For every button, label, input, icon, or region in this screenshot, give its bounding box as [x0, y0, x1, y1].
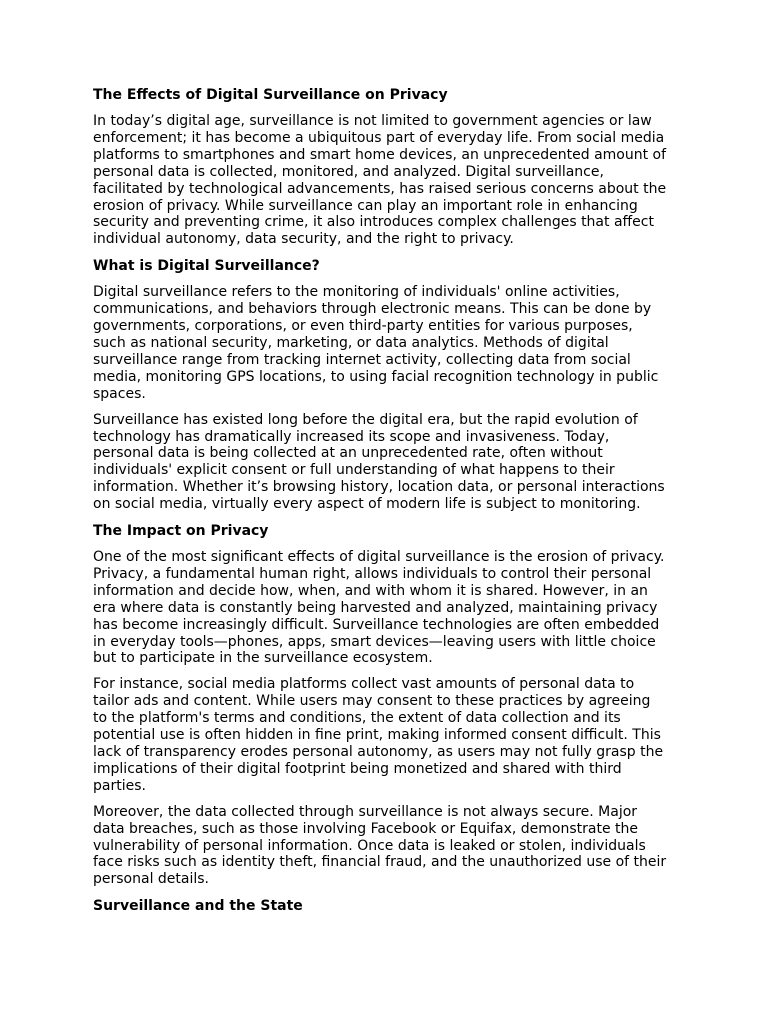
paragraph-line: spaces. — [93, 385, 146, 402]
intro-paragraph — [93, 113, 681, 248]
paragraph-line: lack of transparency erodes personal autonomy, as users may not fully grasp the — [93, 744, 664, 760]
paragraph-line: potential use is often hidden in fine print, making informed consent difficult. This — [93, 727, 661, 744]
paragraph-line: data breaches, such as those involving Facebook or Equifax, demonstrate the — [93, 820, 638, 837]
paragraph-line: governments, corporations, or even third-party entities for various purposes, — [93, 318, 633, 335]
paragraph-line: parties. — [93, 777, 146, 794]
section-heading-what-is — [93, 257, 681, 275]
paragraph-line: media, monitoring GPS locations, to using facial recognition technology in public — [93, 368, 659, 385]
paragraph-line: Moreover, the data collected through surveillance is not always secure. Major — [93, 803, 638, 820]
heading-text: The Impact on Privacy — [93, 523, 269, 540]
paragraph-line: individual autonomy, data security, and the right to privacy. — [93, 231, 514, 248]
paragraph-line: information. Whether it’s browsing history, location data, or personal interactions — [93, 479, 665, 496]
social-media-paragraph — [93, 676, 681, 794]
paragraph-line: platforms to smartphones and smart home devices, an unprecedented amount of — [93, 146, 667, 163]
data-security-paragraph — [93, 804, 681, 889]
paragraph-line: individuals' explicit consent or full understanding of what happens to their — [93, 462, 615, 479]
paragraph-line: era where data is constantly being harvested and analyzed, maintaining privacy — [93, 599, 658, 616]
paragraph-line: but to participate in the surveillance ecosystem. — [93, 650, 433, 667]
paragraph-line: vulnerability of personal information. Once data is leaked or stolen, individuals — [93, 837, 646, 854]
paragraph-line: Privacy, a fundamental human right, allows individuals to control their personal — [93, 565, 652, 582]
paragraph-line: implications of their digital footprint being monetized and shared with third — [93, 760, 622, 777]
paragraph-line: such as national security, marketing, or data analytics. Methods of digital — [93, 334, 609, 351]
section-heading-impact — [93, 522, 681, 540]
paragraph-line: tailor ads and content. While users may consent to these practices by agreeing — [93, 693, 651, 710]
paragraph-line: to the platform's terms and conditions, the extent of data collection and its — [93, 710, 621, 727]
paragraph-line: facilitated by technological advancements, has raised serious concerns about the — [93, 180, 667, 197]
paragraph-line: technology has dramatically increased its scope and invasiveness. Today, — [93, 428, 610, 445]
document-page — [93, 86, 681, 924]
paragraph-line: enforcement; it has become a ubiquitous part of everyday life. From social media — [93, 129, 665, 146]
paragraph-line: personal data is collected, monitored, and analyzed. Digital surveillance, — [93, 163, 604, 180]
paragraph-line: Digital surveillance refers to the monitoring of individuals' online activities, — [93, 284, 620, 301]
heading-text: Surveillance and the State — [93, 898, 303, 915]
paragraph-line: information and decide how, when, and with whom it is shared. However, in an — [93, 582, 648, 599]
definition-paragraph — [93, 284, 681, 402]
paragraph-line: personal details. — [93, 871, 209, 888]
heading-text: What is Digital Surveillance? — [93, 258, 320, 275]
paragraph-line: surveillance range from tracking internet activity, collecting data from social — [93, 351, 631, 368]
erosion-paragraph — [93, 549, 681, 667]
paragraph-line: has become increasingly difficult. Surveillance technologies are often embedded — [93, 616, 660, 633]
paragraph-line: communications, and behaviors through electronic means. This can be done by — [93, 301, 652, 318]
paragraph-line: personal data is being collected at an unprecedented rate, often without — [93, 445, 603, 462]
paragraph-line: on social media, virtually every aspect of modern life is subject to monitoring. — [93, 496, 641, 513]
history-paragraph — [93, 412, 681, 513]
section-heading-state — [93, 897, 681, 915]
paragraph-line: in everyday tools—phones, apps, smart devices—leaving users with little choice — [93, 633, 656, 650]
paragraph-line: In today’s digital age, surveillance is not limited to government agencies or law — [93, 113, 652, 129]
paragraph-line: face risks such as identity theft, financial fraud, and the unauthorized use of their — [93, 854, 667, 871]
paragraph-line: erosion of privacy. While surveillance can play an important role in enhancing — [93, 197, 638, 214]
paragraph-line: Surveillance has existed long before the digital era, but the rapid evolution of — [93, 411, 638, 428]
paragraph-line: One of the most significant effects of digital surveillance is the erosion of privacy. — [93, 549, 665, 566]
heading-text: The Effects of Digital Surveillance on Privacy — [93, 87, 448, 103]
paragraph-line: security and preventing crime, it also introduces complex challenges that affect — [93, 214, 654, 231]
page-title — [93, 86, 681, 104]
paragraph-line: For instance, social media platforms collect vast amounts of personal data to — [93, 676, 635, 693]
